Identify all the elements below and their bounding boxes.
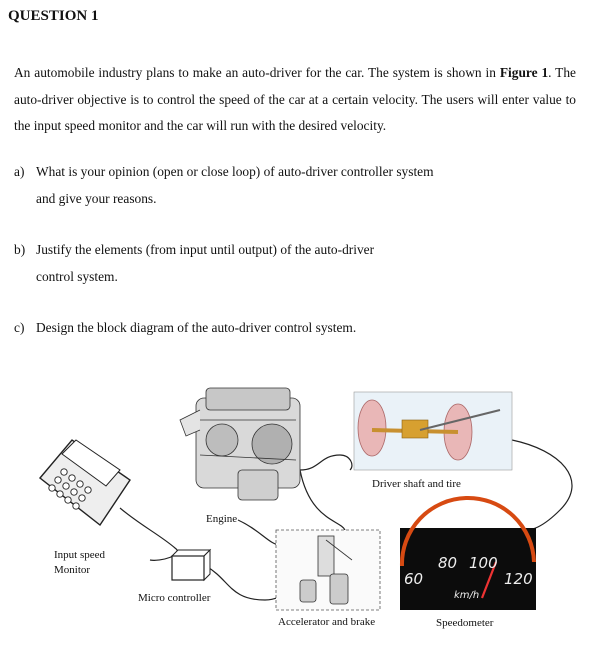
- question-a-line2: and give your reasons.: [36, 191, 157, 206]
- question-b-label: b): [14, 242, 26, 257]
- intro-text-before: An automobile industry plans to make an auto-driver for the car. The system is shown in: [14, 65, 500, 80]
- driver-shaft-label: Driver shaft and tire: [372, 478, 461, 490]
- question-title: QUESTION 1: [8, 8, 99, 24]
- intro-text-after: . The auto-driver objective is to control the speed of the car at a certain velocity. The users will enter value to the input speed monitor and the car will run with the desired velocity.: [14, 65, 576, 133]
- wire-engine-to-accelerator: [300, 470, 345, 530]
- wire-engine-label: [238, 520, 280, 545]
- speed-unit: km/h: [454, 590, 480, 601]
- wire-shaft-to-speedometer: [512, 440, 572, 532]
- engine-illustration: [180, 388, 300, 500]
- question-c-label: c): [14, 320, 25, 335]
- micro-controller-label: Micro controller: [138, 592, 211, 604]
- wire-monitor-to-controller: [120, 508, 177, 560]
- question-a-label: a): [14, 164, 25, 179]
- engine-label: Engine: [206, 513, 238, 525]
- wire-engine-to-shaft: [300, 455, 352, 470]
- speed-tick-120: 120: [504, 570, 533, 588]
- question-a-line1: What is your opinion (open or close loop) of auto-driver controller system: [36, 164, 434, 179]
- speedometer-label: Speedometer: [436, 617, 494, 629]
- figure-reference: Figure 1: [499, 65, 549, 80]
- micro-controller-box: [172, 550, 210, 580]
- driver-shaft-illustration: [354, 392, 512, 470]
- speed-tick-100: 100: [469, 554, 498, 572]
- input-speed-monitor-label-line2: Monitor: [54, 564, 91, 576]
- accelerator-brake-illustration: [276, 530, 380, 610]
- input-speed-monitor-device: [40, 440, 130, 525]
- question-c-line1: Design the block diagram of the auto-driver control system.: [36, 320, 357, 335]
- accelerator-brake-label: Accelerator and brake: [278, 616, 376, 628]
- input-speed-monitor-label-line1: Input speed: [54, 549, 106, 561]
- speed-tick-60: 60: [404, 570, 424, 588]
- speed-tick-80: 80: [438, 554, 458, 572]
- question-b-line2: control system.: [36, 269, 118, 284]
- question-b-line1: Justify the elements (from input until output) of the auto-driver: [36, 242, 375, 257]
